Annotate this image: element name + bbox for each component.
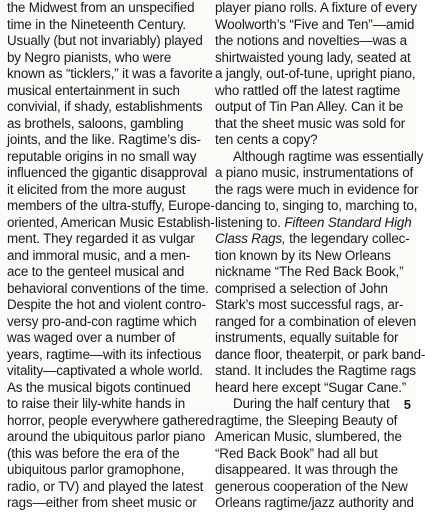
text-line: influenced the gigantic disapproval: [7, 165, 208, 180]
right-text-column: [215, 0, 425, 512]
text-line: that the sheet music was sold for: [215, 115, 406, 131]
text-line: versy pro-and-con ragtime which: [7, 313, 197, 329]
text-line: tion known by its New Orleans: [215, 247, 391, 263]
page-number: 5: [403, 397, 411, 412]
album-title-italic: Fifteen Standard High: [284, 214, 412, 230]
text-line: dancing to, singing to, marching to,: [215, 198, 418, 213]
text-line: Although ragtime was essentially: [233, 148, 424, 164]
text-line: ranged for a combination of eleven: [215, 313, 417, 329]
text-line: ubiquitous parlor gramophone,: [7, 462, 185, 477]
text-line: horror, people everywhere gathered: [7, 412, 215, 428]
text-line: vitality—captivated a whole world.: [7, 363, 203, 378]
text-line: time in the Nineteenth Century.: [7, 16, 186, 32]
text-line: was waged over a number of: [7, 330, 176, 345]
text-line: Woolworth’s “Five and Ten”—amid: [215, 16, 415, 32]
text-fragment: listening to.: [215, 214, 281, 230]
text-line: ragtime, the Sleeping Beauty of: [215, 412, 398, 428]
text-line: around the ubiquitous parlor piano: [7, 429, 206, 444]
text-line: members of the ultra-stuffy, Europe-: [7, 198, 215, 213]
left-text-column: [7, 0, 215, 512]
text-line-with-title: [215, 215, 411, 232]
text-line: Despite the hot and violent contro-: [7, 297, 206, 312]
text-line: the rags were much in evidence for: [215, 181, 419, 197]
text-line: joints, and the like. Ragtime’s dis-: [7, 132, 201, 147]
text-line: known as “ticklers,” it was a favorite: [7, 66, 213, 81]
album-title-italic: Class Rags,: [215, 231, 286, 246]
text-line: it elicited from the more august: [7, 181, 186, 197]
text-line: reputable origins in no small way: [7, 148, 197, 164]
text-line: As the musical bigots continued: [7, 379, 191, 395]
text-line: heard here except “Sugar Cane.”: [215, 379, 407, 395]
text-line: Stark’s most successful rags, ar-: [215, 297, 404, 312]
text-line: the notions and novelties—was a: [215, 33, 407, 48]
text-line: a piano music, instrumentations of: [215, 165, 414, 180]
text-line: and immoral music, and a men-: [7, 247, 191, 263]
text-line: instruments, equally suitable for: [215, 330, 399, 345]
text-line: years, ragtime—with its infectious: [7, 346, 202, 362]
text-line: dance floor, theaterpit, or park band-: [215, 346, 425, 362]
text-line: comprised a selection of John: [215, 280, 388, 296]
text-line: shirtwaisted young lady, seated at: [215, 49, 411, 65]
text-line: disappeared. It was through the: [215, 462, 398, 477]
text-line: to raise their lily-white hands in: [7, 396, 185, 411]
text-line: During the half century that: [233, 396, 390, 411]
text-line: ten cents a copy?: [215, 132, 318, 147]
text-line: (this was before the era of the: [7, 445, 180, 461]
text-fragment: the legendary collec-: [289, 231, 410, 246]
text-line-with-title: [215, 231, 411, 248]
text-line: by Negro pianists, who were: [7, 49, 172, 65]
text-line: a jangly, out-of-tune, upright piano,: [215, 66, 416, 81]
text-line: musical entertainment in such: [7, 82, 180, 98]
text-line: the Midwest from an unspecified: [7, 0, 195, 15]
text-line: nickname “The Red Back Book,”: [215, 264, 404, 279]
text-line: convivial, if shady, establishments: [7, 99, 203, 114]
text-line: stand. It includes the Ragtime rags: [215, 363, 416, 378]
text-line: who rattled off the latest ragtime: [215, 82, 401, 98]
text-line: generous cooperation of the New: [215, 478, 408, 494]
text-line: rags—either from sheet music or: [7, 495, 197, 510]
text-line: ace to the genteel musical and: [7, 264, 185, 279]
text-line: as brothels, saloons, gambling: [7, 115, 184, 131]
text-line: ment. They regarded it as vulgar: [7, 231, 195, 246]
text-line: “Red Back Book” had all but: [215, 445, 378, 461]
text-line: output of Tin Pan Alley. Can it be: [215, 99, 404, 114]
text-line: Usually (but not invariably) played: [7, 33, 203, 48]
text-line: American Music, slumbered, the: [215, 429, 402, 444]
text-line: behavioral conventions of the time.: [7, 280, 209, 296]
text-line: radio, or TV) and played the latest: [7, 478, 204, 494]
text-line: oriented, American Music Establish-: [7, 214, 215, 230]
text-line: Orleans ragtime/jazz authority and: [215, 495, 414, 510]
text-line: player piano rolls. A fixture of every: [215, 0, 417, 15]
